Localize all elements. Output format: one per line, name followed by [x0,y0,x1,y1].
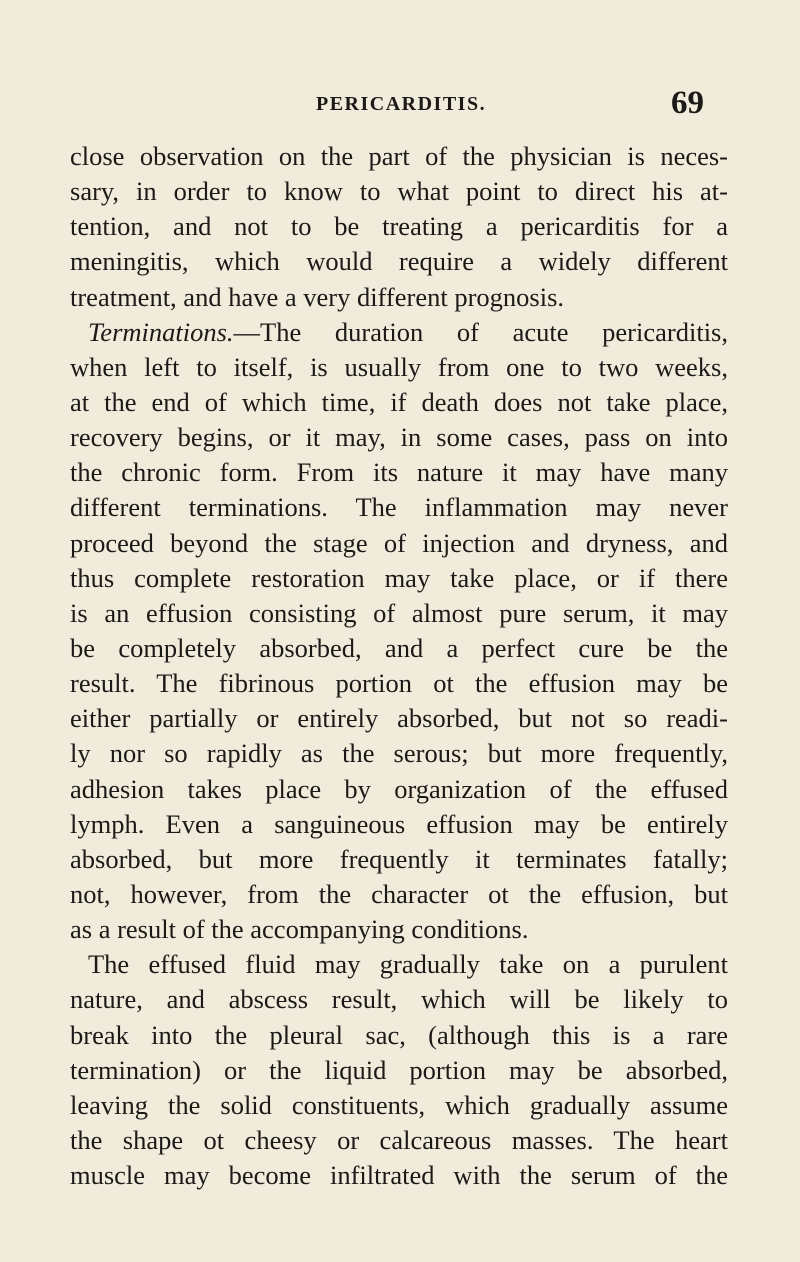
page-number: 69 [671,85,704,121]
text-line: The effused fluid may gradually take on a purulent [88,949,728,980]
text-line: as a result of the accompanying conditions. [70,914,529,945]
section-heading-continuation: —The duration of acute pericarditis, [233,316,728,347]
text-line: different terminations. The inflammation may never [70,492,728,523]
text-line: either partially or entirely absorbed, but not so readi- [70,703,728,734]
text-line: nature, and abscess result, which will be likely to [70,984,728,1015]
text-line: adhesion takes place by organization of the effused [70,773,728,804]
text-line: muscle may become infiltrated with the serum of the [70,1160,728,1191]
text-line: tention, and not to be treating a pericarditis for a [70,211,728,242]
text-line: termination) or the liquid portion may be absorbed, [70,1054,728,1085]
text-line: recovery begins, or it may, in some cases, pass on into [70,422,728,453]
text-line: leaving the solid constituents, which gradually assume [70,1089,728,1120]
text-line: when left to itself, is usually from one to two weeks, [70,351,728,382]
text-line: absorbed, but more frequently it terminates fatally; [70,843,728,874]
text-line: sary, in order to know to what point to direct his at- [70,176,728,207]
text-line: the chronic form. From its nature it may have many [70,457,728,488]
text-line: not, however, from the character ot the effusion, but [70,878,728,909]
text-line: the shape ot cheesy or calcareous masses. The heart [70,1124,728,1155]
text-line: break into the pleural sac, (although this is a rare [70,1019,728,1050]
text-line: lymph. Even a sanguineous effusion may be entirely [70,808,728,839]
text-line: is an effusion consisting of almost pure serum, it may [70,597,728,628]
text-line: close observation on the part of the physician is neces- [70,141,728,171]
body-text [70,139,728,1193]
text-line: ly nor so rapidly as the serous; but more frequently, [70,738,728,769]
text-line: at the end of which time, if death does not take place, [70,386,728,417]
running-title: PERICARDITIS. [316,93,487,115]
text-line: treatment, and have a very different prognosis. [70,281,565,312]
text-line: result. The fibrinous portion ot the effusion may be [70,668,728,699]
section-heading: Terminations. [88,316,234,347]
text-line: thus complete restoration may take place, or if there [70,562,728,593]
text-line: meningitis, which would require a widely different [70,246,728,277]
text-line: proceed beyond the stage of injection and dryness, and [70,527,728,558]
text-line: be completely absorbed, and a perfect cure be the [70,632,728,663]
section-start-line [70,315,728,350]
